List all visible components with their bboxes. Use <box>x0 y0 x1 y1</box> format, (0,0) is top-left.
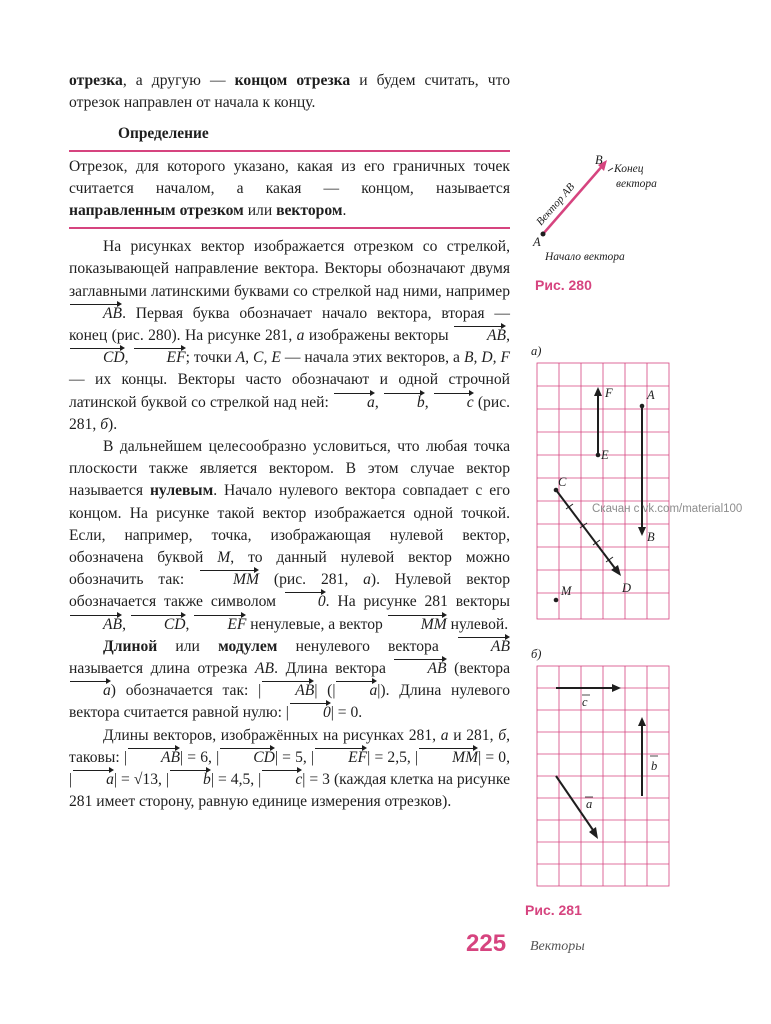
end-label-1: Конец <box>614 163 644 175</box>
fig281-caption: Рис. 281 <box>525 902 582 918</box>
label-m: M <box>561 584 572 598</box>
paragraph-length: Длиной или модулем ненулевого вектора AB называется длина отрезка AB. Длина вектора AB (вектора a) обозначается так: | AB| (| a|). Длина нулевого вектора считается равной нулю: | 0| = 0. <box>69 636 510 725</box>
point-a-fig280 <box>541 232 546 237</box>
start-label: Начало вектора <box>545 251 625 263</box>
vector-ab-label: Вектор AB <box>534 181 578 228</box>
figure-280 <box>525 150 685 275</box>
label-a-fig281: A <box>647 388 655 402</box>
figure-281a <box>525 345 675 625</box>
page-number: 225 <box>466 930 507 957</box>
paragraph-zero-vector: В дальнейшем целесообразно условиться, что любая точка плоскости также является вектором. В этом случае вектор называется нулевым. Начало нулевого вектора совпадает с его концом. На рисунке такой вектор изображается одной точкой. Если, например, точка, изображающая нулевой вектор, обозначена буквой M, то данный нулевой вектор можно обозначить так: MM (рис. 281, а). Нулевой вектор обозначается также символом 0. На рисунке 281 векторы AB, CD, EF ненулевые, а вектор MM нулевой. <box>69 436 510 636</box>
chapter-title: Векторы <box>530 939 585 954</box>
label-b-fig280: B <box>595 153 603 167</box>
definition-heading: Определение <box>118 125 209 143</box>
label-c: C <box>558 475 567 489</box>
paragraph-lengths-example: Длины векторов, изображённых на рисунках 281, а и 281, б, таковы: | AB| = 6, | CD| = 5, | EF| = 2,5, | MM| = 0, | a| = √13, | b| = 4,5, | c| = 3 (каждая клетка на рисунке 281 имеет сторону, равную единице измерения отрезков). <box>69 726 510 811</box>
label-a-fig280: A <box>533 235 541 249</box>
label-e: E <box>601 448 609 462</box>
watermark: Скачан с vk.com/material100 <box>592 503 743 515</box>
panel-b-label: б) <box>531 648 542 661</box>
end-label-2: вектора <box>616 178 657 190</box>
panel-a-label: а) <box>531 345 542 358</box>
label-b-fig281: B <box>647 530 655 544</box>
label-vb: b <box>651 759 658 773</box>
fig280-caption: Рис. 280 <box>535 277 592 293</box>
label-va: a <box>586 797 593 811</box>
figure-281b <box>525 648 675 898</box>
label-f: F <box>605 386 613 400</box>
definition-box: Отрезок, для которого указано, какая из его граничных точек считается началом, а какая — концом, называется направленным отрезком или вектором. <box>69 150 510 230</box>
point-m <box>554 598 559 603</box>
label-d: D <box>622 581 632 595</box>
intro-paragraph: отрезка, а другую — концом отрезка и будем считать, что отрезок направлен от начала к концу. <box>69 72 510 112</box>
text-column <box>69 70 510 814</box>
paragraph-notation: На рисунках вектор изображается отрезком со стрелкой, показывающей направление вектора. Векторы обозначают двумя заглавными латинскими буквами со стрелкой над ними, например AB. Первая буква обозначает начало вектора, вторая — конец (рис. 280). На рисунке 281, а изображены векторы AB, CD, EF; точки A, C, E — начала этих векторов, а B, D, F — их концы. Векторы часто обозначают и одной строчной латинской буквой со стрелкой над ней: a, b, c (рис. 281, б). <box>69 238 511 433</box>
label-vc: c <box>582 695 588 709</box>
